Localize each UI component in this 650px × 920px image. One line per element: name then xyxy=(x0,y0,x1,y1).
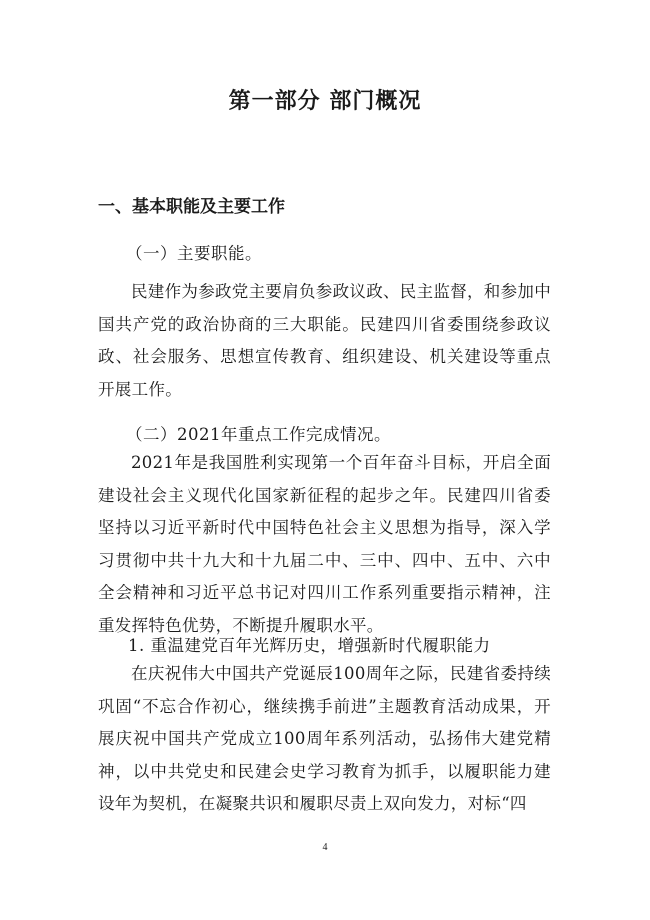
paragraph-functions: 民建作为参政党主要肩负参政议政、民主监督，和参加中国共产党的政治协商的三大职能。民建四川省委围绕参政议政、社会服务、思想宣传教育、组织建设、机关建设等重点开展工作。 xyxy=(98,282,551,399)
page-title: 第一部分 部门概况 xyxy=(228,89,422,114)
subsection-heading-functions: （一）主要职能。 xyxy=(126,244,262,263)
section-heading: 一、基本职能及主要工作 xyxy=(98,197,285,217)
paragraph-work-2021: 2021年是我国胜利实现第一个百年奋斗目标，开启全面建设社会主义现代化国家新征程的起步之年。民建四川省委坚持以习近平新时代中国特色社会主义思想为指导，深入学习贯彻中共十九大和十九届二中、三中、四中、五中、六中全会精神和习近平总书记对四川工作系列重要指示精神，注重发挥特色优势，不断提升履职水平。 xyxy=(98,453,551,635)
paragraph-item-1: 在庆祝伟大中国共产党诞辰100周年之际，民建省委持续巩固“不忘合作初心，继续携手前进”主题教育活动成果，开展庆祝中国共产党成立100周年系列活动，弘扬伟大建党精神，以中共党史和民建会史学习教育为抓手，以履职能力建设年为契机，在凝聚共识和履职尽责上双向发力，对标“四 xyxy=(98,664,551,813)
item-heading-1: 1. 重温建党百年光辉历史，增强新时代履职能力 xyxy=(128,636,491,655)
page-number: 4 xyxy=(322,842,328,853)
subsection-heading-work-2021: （二）2021年重点工作完成情况。 xyxy=(126,425,391,444)
